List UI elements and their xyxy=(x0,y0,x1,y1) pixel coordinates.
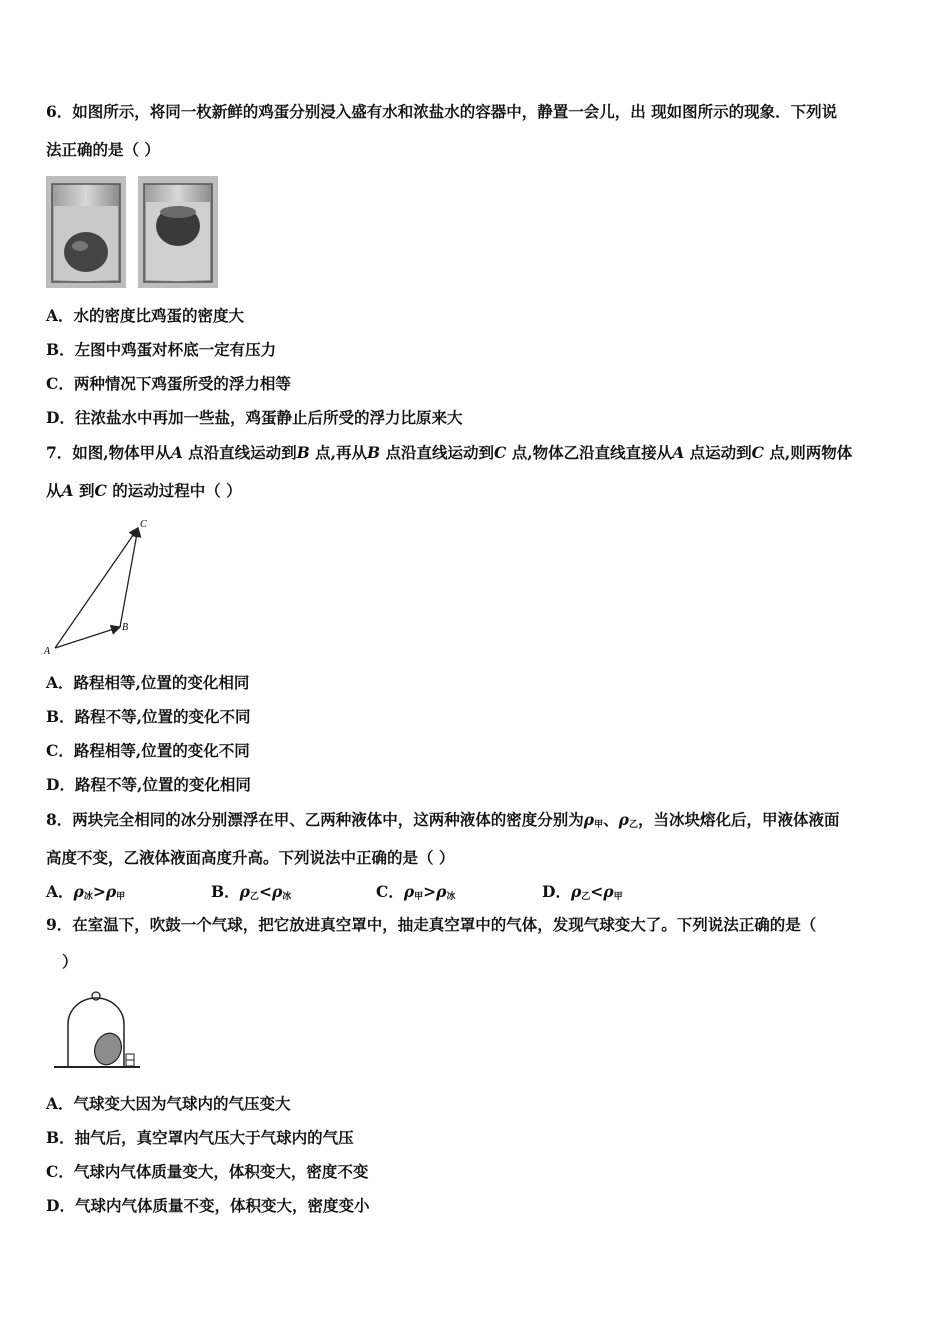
balloon xyxy=(90,1030,125,1069)
q7-stem-line2: 从A 到C 的运动过程中（ ） xyxy=(46,481,242,500)
q6-option-d: D．往浓盐水中再加一些盐，鸡蛋静止后所受的浮力比原来大 xyxy=(46,408,463,427)
path-a-to-b xyxy=(55,627,120,648)
q8-stem-line1: 8．两块完全相同的冰分别漂浮在甲、乙两种液体中，这两种液体的密度分别为$\rho_甲$、$\rho_乙$，当冰块熔化后，甲液体液面 xyxy=(46,810,840,830)
q8-option-d: D．$\rho_乙<\rho_甲$ xyxy=(542,882,623,902)
path-b-to-c xyxy=(120,528,138,627)
q8-stem-line2: 高度不变，乙液体液面高度升高。下列说法中正确的是（ ） xyxy=(46,848,455,867)
q9-option-c: C．气球内气体质量变大，体积变大，密度不变 xyxy=(46,1162,369,1181)
q6-egg-beakers-figure xyxy=(46,176,218,288)
q7-option-c: C．路程相等,位置的变化不同 xyxy=(46,741,250,760)
q6-stem-line2: 法正确的是（ ） xyxy=(46,140,160,159)
q6-option-a: A．水的密度比鸡蛋的密度大 xyxy=(46,306,245,325)
q6-stem-line1: 6．如图所示，将同一枚新鲜的鸡蛋分别浸入盛有水和浓盐水的容器中，静置一会儿，出 现如图所示的现象．下列说 xyxy=(46,102,838,121)
q9-vacuum-bell-figure xyxy=(52,988,144,1074)
point-b-label: B xyxy=(122,622,129,633)
point-c-label: C xyxy=(140,519,147,530)
q9-stem-line2: ） xyxy=(62,952,78,971)
q8-option-c: C．$\rho_甲>\rho_冰$ xyxy=(376,882,456,902)
q9-option-b: B．抽气后，真空罩内气压大于气球内的气压 xyxy=(46,1128,354,1147)
q8-option-b: B．$\rho_乙<\rho_冰$ xyxy=(211,882,292,902)
left-beaker-water xyxy=(46,176,126,288)
right-beaker-brine xyxy=(138,176,218,288)
q7-option-a: A．路程相等,位置的变化相同 xyxy=(46,673,250,692)
q6-option-b: B．左图中鸡蛋对杯底一定有压力 xyxy=(46,340,277,359)
q7-displacement-figure xyxy=(40,514,160,660)
point-a-label: A xyxy=(44,646,51,657)
q9-option-d: D．气球内气体质量不变，体积变大，密度变小 xyxy=(46,1196,370,1215)
q9-option-a: A．气球变大因为气球内的气压变大 xyxy=(46,1094,291,1113)
egg-sunk xyxy=(64,232,108,272)
q8-option-a: A．$\rho_冰>\rho_甲$ xyxy=(46,882,126,902)
q9-stem-line1: 9．在室温下，吹鼓一个气球，把它放进真空罩中，抽走真空罩中的气体，发现气球变大了。下列说法正确的是（ xyxy=(46,915,817,934)
q6-option-c: C．两种情况下鸡蛋所受的浮力相等 xyxy=(46,374,291,393)
q7-option-b: B．路程不等,位置的变化不同 xyxy=(46,707,251,726)
q7-option-d: D．路程不等,位置的变化相同 xyxy=(46,775,251,794)
q7-stem-line1: 7．如图,物体甲从A 点沿直线运动到B 点,再从B 点沿直线运动到C 点,物体乙沿直线直接从A 点运动到C 点,则两物体 xyxy=(46,443,853,462)
